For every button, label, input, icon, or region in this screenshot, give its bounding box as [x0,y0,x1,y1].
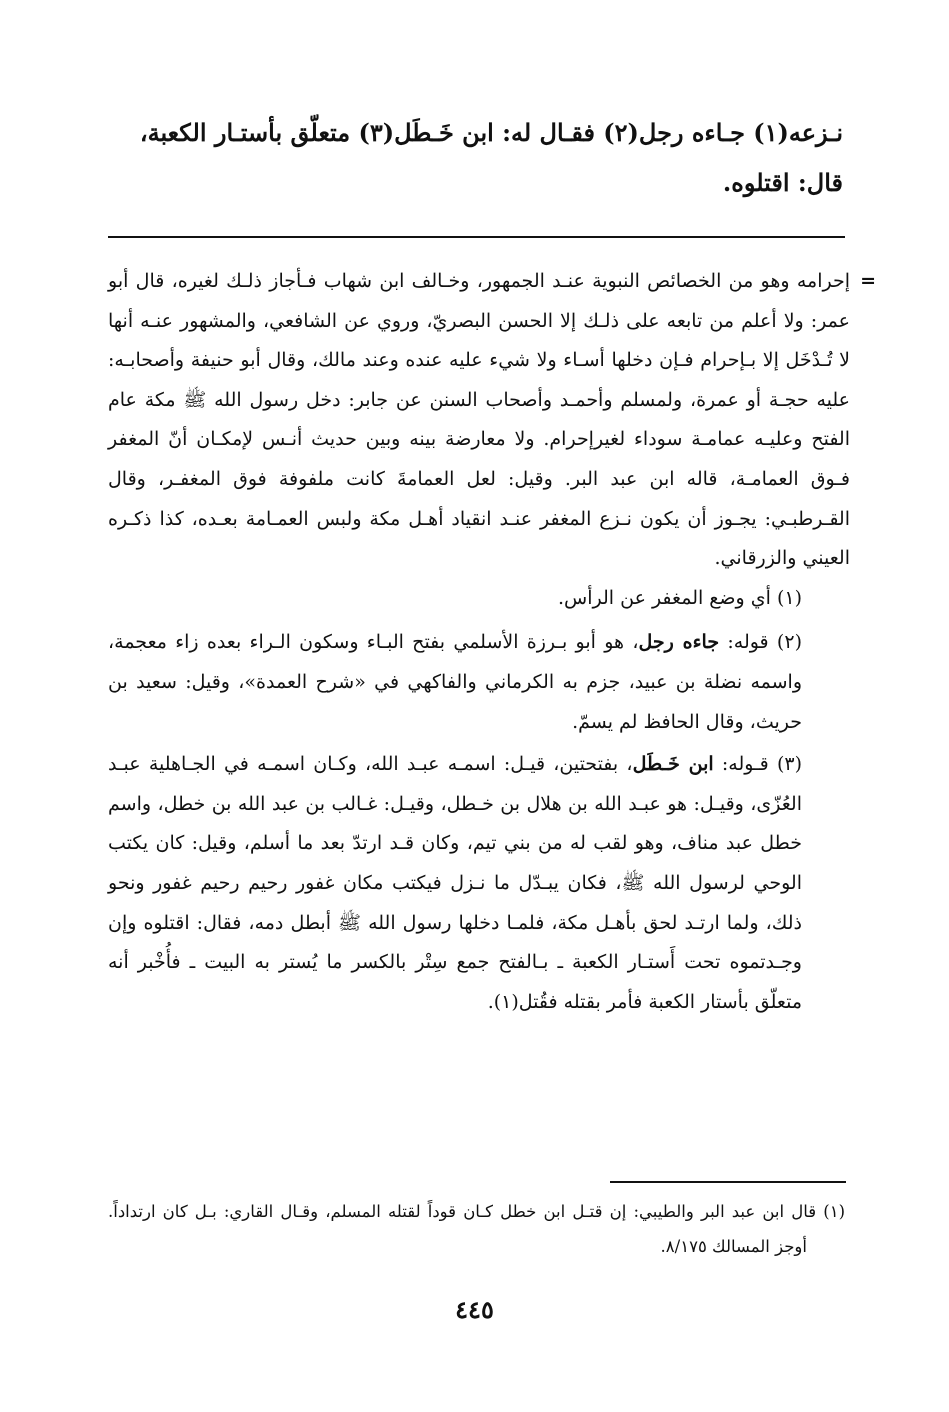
note-continuation-text: إحرامه وهو من الخصائص النبوية عنـد الجمهور، وخـالف ابن شهاب فـأجاز ذلـك لغيره، قال أبو عمر: ولا أعلم من تابعه على ذلـك إلا الحسن البصريّ، وروي عن الشافعي، والمشهور عنـه أنها لا تُـدْخَل إلا بـإحرام فـإن دخلها أسـاء ولا شيء عليه عنده وعند مالك، وقال أبو حنيفة وأصحابـه: عليه حجـة أو عمرة، ولمسلم وأحمـد وأصحاب السنن عن جابر: دخل رسول الله ﷺ مكة عام الفتح وعليـه عمامـة سوداء لغيرإحرام. ولا معارضة بينه وبين حديث أنـس لإمكـان أنّ المغفر فـوق العمامـة، قاله ابن عبد البر. وقيل: لعل العمامةَ كانت ملفوفة فوق المغفـر، وقال القـرطبـي: يجـوز أن يكون نـزع المغفر عنـد انقياد أهـل مكة ولبس العمـامة بعـده، كذا ذكـره العيني والزرقاني. [108,270,850,570]
footnote-divider [610,1181,846,1183]
note-2 [108,623,850,742]
main-text [108,108,843,208]
note-3 [108,745,850,1022]
note-2-lemma: جاءه رجل [638,631,720,654]
continuation-mark: = [860,270,876,292]
footnote-text: (١) قال ابن عبد البر والطيبي: إن قتـل ابن خطل كـان قوداً لقتله المسلم، وقـال القاري: بـل كان ارتداداً. أوجز المسالك ٨/١٧٥. [108,1202,845,1256]
note-2-text: ، هو أبو بـرزة الأسلمي بفتح البـاء وسكون الـراء بعده زاء معجمة، واسمه نضلة بن عبيد، جزم به الكرماني والفاكهي في «شرح العمدة»، وقيل: سعيد بن حريث، وقال الحافظ لم يسمّ. [108,631,802,733]
section-divider [108,236,845,238]
note-3-lemma: ابن خَـطَل [632,753,714,776]
note-1: (١) أي وضع المغفر عن الرأس. [558,586,802,609]
note-2-number: (٢) قوله: [719,631,802,654]
commentary-notes [108,262,876,1022]
page-number: ٤٤٥ [455,1295,494,1324]
footnote [108,1194,845,1264]
main-text-line: نـزعه(١) جـاءه رجل(٢) فقـال له: ابن خَـطَل(٣) متعلّق بأستـار الكعبة، [139,118,843,147]
note-3-text: ، بفتحتين، قيـل: اسمـه عبـد الله، وكـان اسمـه في الجـاهلية عبـد العُزّى، وقيـل: هو عبـد الله بن هلال بن خـطل، وقيـل: غـالب بن عبد الله بن خطل، واسم خطل عبد مناف، وهو لقب له من بني تيم، وكان قـد ارتدّ بعد ما أسلم، وقيل: كان يكتب الوحي لرسول الله ﷺ، فكان يبـدّل ما نـزل فيكتب مكان غفور رحيم رحيم غفور ونحو ذلك، ولما ارتـد لحق بأهـل مكة، فلمـا دخلها رسول الله ﷺ أبطل دمه، فقال: اقتلوه وإن وجـدتموه تحت أَستـار الكعبة ـ بـالفتح جمع سِتْر بالكسر ما يُستر به البيت ـ فأُخْبر أنه متعلّق بأستار الكعبة فأمر بقتله فقُتل(١). [108,753,802,1013]
note-3-number: (٣) قـوله: [713,753,802,776]
note-continuation [108,262,876,579]
main-text-line: قال: اقتلوه. [722,168,843,197]
